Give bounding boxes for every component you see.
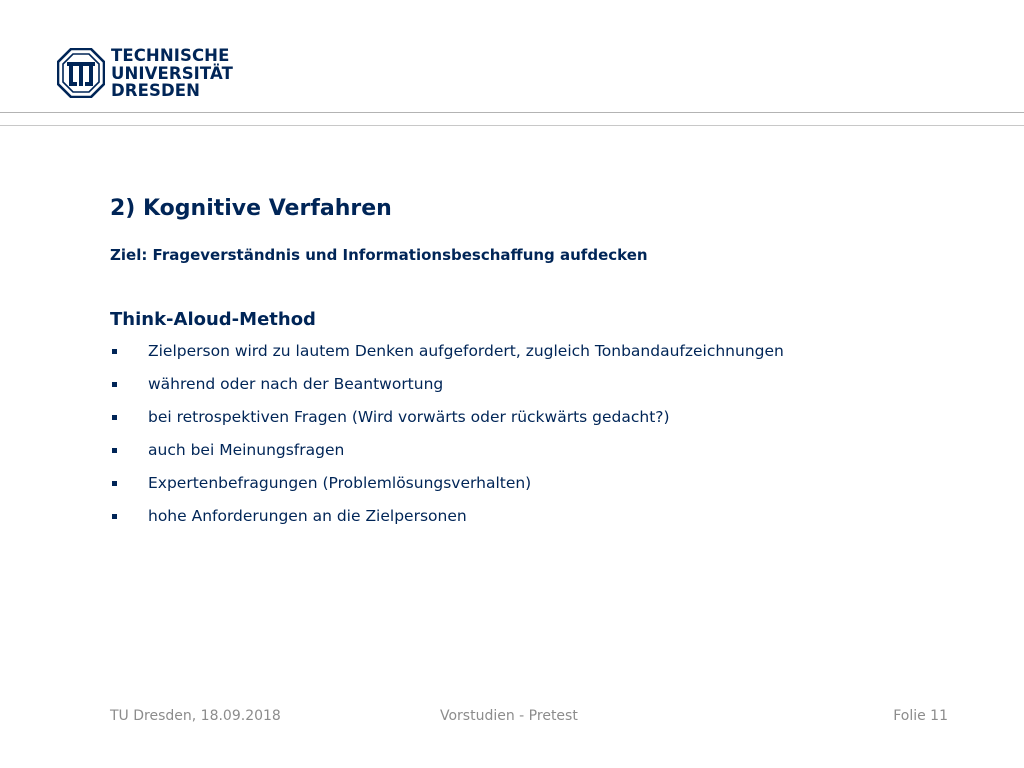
header-divider-top (0, 112, 1024, 113)
university-logo (57, 45, 233, 101)
footer-slide-number: Folie 11 (893, 708, 948, 724)
logo-line-2: UNIVERSITÄT (111, 63, 233, 83)
bullet-item (110, 506, 784, 539)
section-heading: Think-Aloud-Method (110, 309, 316, 330)
square-bullet-icon (112, 481, 117, 486)
square-bullet-icon (112, 448, 117, 453)
logo-line-1: TECHNISCHE (111, 46, 230, 65)
bullet-text: auch bei Meinungsfragen (148, 441, 345, 459)
bullet-item (110, 374, 784, 407)
footer-presentation-title: Vorstudien - Pretest (440, 708, 578, 724)
bullet-list (110, 341, 784, 539)
tu-dresden-logo-icon (57, 48, 105, 98)
bullet-item (110, 440, 784, 473)
bullet-item (110, 407, 784, 440)
bullet-item (110, 473, 784, 506)
bullet-text: bei retrospektiven Fragen (Wird vorwärts oder rückwärts gedacht?) (148, 408, 670, 426)
header-divider-bottom (0, 125, 1024, 126)
bullet-text: Zielperson wird zu lautem Denken aufgefordert, zugleich Tonbandaufzeichnungen (148, 342, 784, 360)
square-bullet-icon (112, 514, 117, 519)
logo-line-3: DRESDEN (111, 81, 201, 100)
square-bullet-icon (112, 415, 117, 420)
bullet-text: Expertenbefragungen (Problemlösungsverhalten) (148, 474, 532, 492)
square-bullet-icon (112, 382, 117, 387)
bullet-text: hohe Anforderungen an die Zielpersonen (148, 507, 467, 525)
logo-wordmark (111, 47, 233, 100)
footer-institution-date: TU Dresden, 18.09.2018 (110, 708, 281, 724)
square-bullet-icon (112, 349, 117, 354)
bullet-item (110, 341, 784, 374)
slide-title: 2) Kognitive Verfahren (110, 196, 392, 221)
slide-subtitle: Ziel: Frageverständnis und Informationsbeschaffung aufdecken (110, 246, 648, 264)
bullet-text: während oder nach der Beantwortung (148, 375, 444, 393)
